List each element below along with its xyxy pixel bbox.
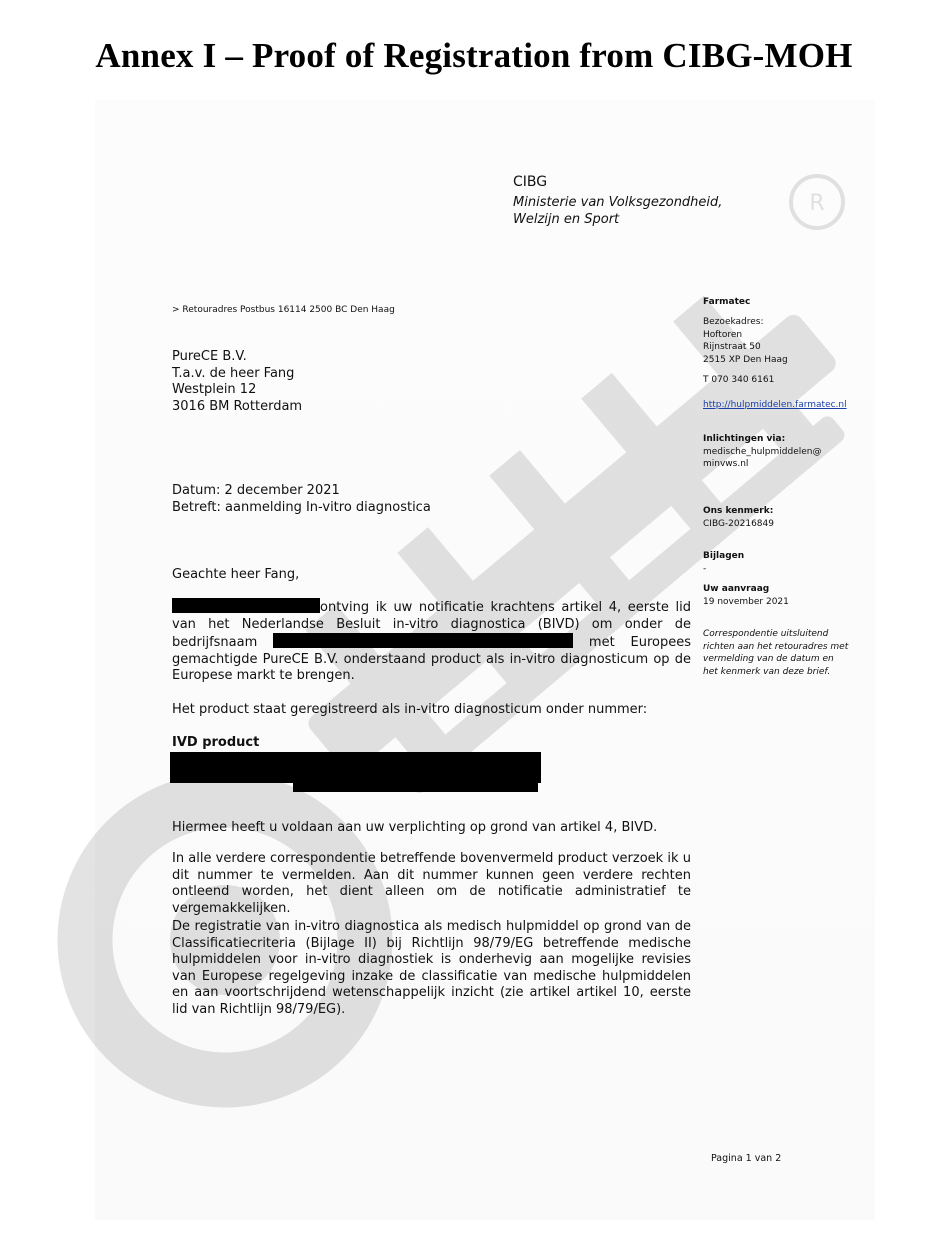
note-line: vermelding van de datum en xyxy=(703,654,834,665)
letter-meta xyxy=(172,483,431,516)
paragraph-registered: Het product staat geregistreerd als in-vitro diagnosticum onder nummer: xyxy=(172,702,648,717)
visit-line: Rijnstraat 50 xyxy=(703,342,761,353)
return-address: > Retouradres Postbus 16114 2500 BC Den Haag xyxy=(172,305,395,315)
paragraph-notification xyxy=(172,598,691,685)
salutation: Geachte heer Fang, xyxy=(172,567,300,582)
paragraph-segment: met Europees gemachtigde PureCE B.V. onderstaand product als in-vitro diagnosticum op de Europese markt te brengen. xyxy=(172,635,691,684)
sidebar-attachments xyxy=(703,550,744,575)
note-line: het kenmerk van deze brief. xyxy=(703,666,831,677)
sidebar-dept xyxy=(703,296,750,309)
request-label: Uw aanvraag xyxy=(703,584,770,594)
annex-title: Annex I – Proof of Registration from CIBG-MOH xyxy=(95,36,853,75)
visit-line: Hoftoren xyxy=(703,329,743,340)
info-label: Inlichtingen via: xyxy=(703,434,786,444)
website-link-wrap xyxy=(703,399,847,412)
sidebar-note xyxy=(703,628,848,678)
date-line: Datum: 2 december 2021 xyxy=(172,483,340,498)
note-line: Correspondentie uitsluitend xyxy=(703,629,829,639)
reference-label: Ons kenmerk: xyxy=(703,506,774,516)
sidebar-request xyxy=(703,583,789,608)
letterhead-logo xyxy=(513,174,722,228)
redaction-bar xyxy=(172,598,320,613)
org-name: CIBG xyxy=(513,174,548,190)
redaction-bar xyxy=(170,752,541,783)
page-number: Pagina 1 van 2 xyxy=(711,1153,782,1164)
reference-value: CIBG-20216849 xyxy=(703,518,774,529)
ministry-line-1: Ministerie van Volksgezondheid, xyxy=(513,195,723,210)
sidebar-info xyxy=(703,433,822,471)
recipient-line: PureCE B.V. xyxy=(172,349,247,364)
attachments-label: Bijlagen xyxy=(703,551,745,561)
sidebar-reference xyxy=(703,505,774,530)
visit-line: 2515 XP Den Haag xyxy=(703,354,788,365)
recipient-line: Westplein 12 xyxy=(172,382,257,398)
phone-number: T 070 340 6161 xyxy=(703,375,775,385)
dept-name: Farmatec xyxy=(703,297,751,307)
redaction-bar xyxy=(293,780,538,792)
paragraph-classification: De registratie van in-vitro diagnostica als medisch hulpmiddel op grond van de Classificatiecriteria (Bijlage II) bij Richtlijn 98/79/EG betreffende medische hulpmiddelen voor in-vitro diagnostiek is onderhevig aan mogelijke revisies van Europese regelgeving inzake de classificatie van medische hulpmiddelen en aan voortschrijdend wetenschappelijk inzicht (zie artikel artikel 10, eerste lid van Richtlijn 98/79/EG). xyxy=(172,919,691,1017)
paragraph-correspondence: In alle verdere correspondentie betreffende bovenvermeld product verzoek ik u dit nummer te vermelden. Aan dit nummer kunnen geen verdere rechten ontleend worden, het dient alleen om de notificatie administratief te vergemakkelijken. xyxy=(172,851,691,916)
ivd-product-heading: IVD product xyxy=(172,735,260,750)
paragraph-obligation: Hiermee heeft u voldaan aan uw verplichting op grond van artikel 4, BIVD. xyxy=(172,820,658,835)
subject-line: Betreft: aanmelding In-vitro diagnostica xyxy=(172,499,431,515)
info-line: medische_hulpmiddelen@ xyxy=(703,446,822,457)
recipient-address xyxy=(172,349,302,415)
request-value: 19 november 2021 xyxy=(703,596,789,607)
attachments-value: - xyxy=(703,563,707,574)
info-line: minvws.nl xyxy=(703,459,749,470)
recipient-line: 3016 BM Rotterdam xyxy=(172,398,303,414)
visit-label: Bezoekadres: xyxy=(703,317,764,327)
recipient-line: T.a.v. de heer Fang xyxy=(172,365,295,381)
redaction-bar xyxy=(273,633,573,648)
paragraph-segment: ontving ik uw notificatie krachtens artikel 4, eerste lid van het Nederlandse Besluit in-vitro diagnostica (BIVD) om onder de bedrijfsnaam xyxy=(172,600,691,651)
sidebar-visit-address xyxy=(703,316,788,366)
note-line: richten aan het retouradres met xyxy=(703,641,849,652)
website-link[interactable]: http://hulpmiddelen.farmatec.nl xyxy=(703,400,847,410)
ministry-line-2: Welzijn en Sport xyxy=(513,212,620,227)
